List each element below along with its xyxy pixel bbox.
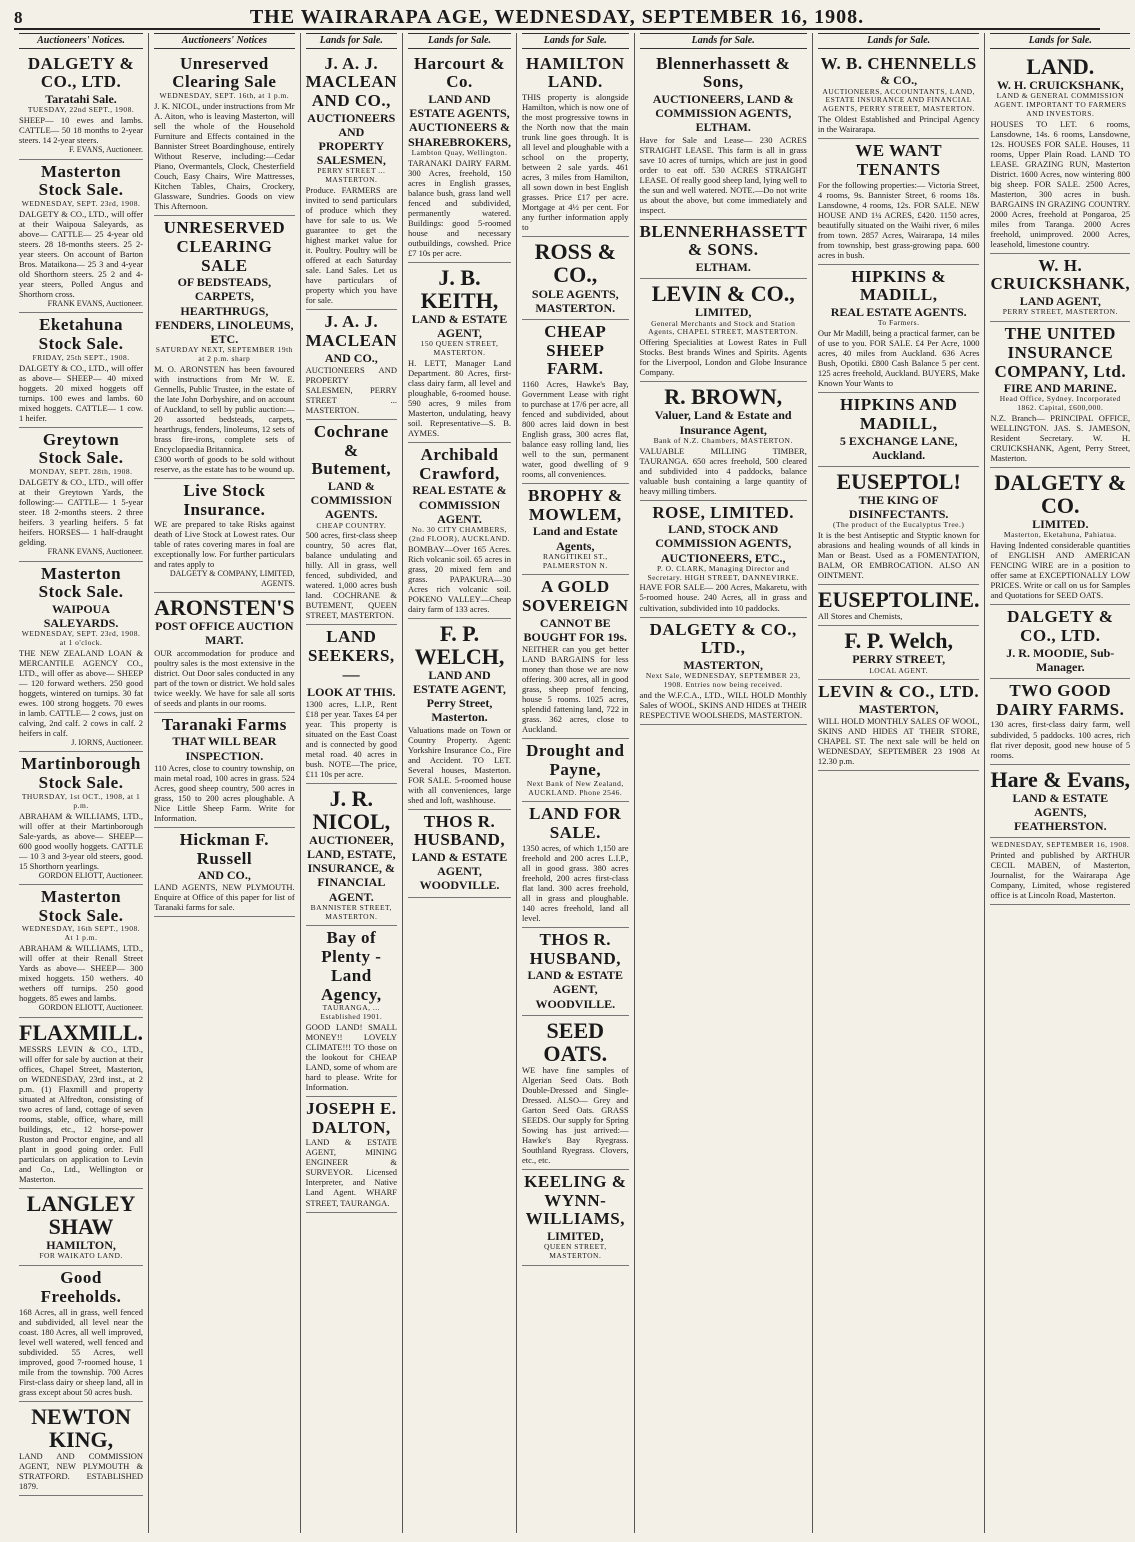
ad-subtitle: MASTERTON, [683,657,764,672]
ad-title: Taranaki Farms [161,714,287,734]
column-8 [985,33,1135,1533]
advertisement [19,52,143,160]
advertisement [640,382,807,500]
ad-title: W. B. CHENNELLS [820,53,977,73]
ad-title: DALGETY & CO., LTD., [649,619,797,658]
ad-body: WE have fine samples of Algerian Seed Oats. Both Double-Dressed and Single-Dressed. ALSO— Grey and Garton Seed Oats. GRASS SEEDS. Our supply for Spring Sowing has just arrived:— Hawke's Bay Ryegrass. Southland Ryegrass. Clovers, etc., etc. [522,1064,629,1166]
ad-lead: WEDNESDAY, SEPT. 16th, at 1 p.m. [159,91,290,101]
ad-subtitle: J. R. MOODIE, Sub-Manager. [1006,645,1115,674]
ad-body: 1300 acres, L.I.P., Rent £18 per year. Taxes £4 per year. This property is situated on the East Coast and is connected by good metal road. 40 acres in bush. NOTE—The price, £11 10s per acre. [305,698,397,779]
ad-lead: PERRY STREET, MASTERTON. [1002,307,1118,317]
ad-lead: WEDNESDAY, SEPTEMBER 16, 1908. [991,840,1130,850]
ad-lead: General Merchants and Stock and Station Agents, CHAPEL STREET, MASTERTON. [648,318,799,337]
advertisement [306,1097,397,1212]
ad-subtitle: LAND & COMMISSION AGENTS. [310,479,392,522]
advertisement [640,220,807,280]
ad-lead: LAND & GENERAL COMMISSION AGENT. IMPORTANT TO FARMERS AND INVESTORS. [993,91,1127,118]
ad-lead: LOCAL AGENT. [869,665,929,675]
advertisement [640,279,807,382]
advertisement [19,160,143,314]
ad-lead: AUCTIONEERS, ACCOUNTANTS, LAND, ESTATE INSURANCE AND FINANCIAL AGENTS, PERRY STREET, MASTERTON. [822,86,975,114]
ad-lead: BANNISTER STREET, MASTERTON. [310,902,392,921]
ad-subtitle: LAND AGENT, [1019,294,1101,309]
ad-signature: DALGETY & COMPANY, LIMITED, AGENTS. [169,569,295,588]
ad-lead: No. 30 CITY CHAMBERS, (2nd FLOOR), AUCKLAND. [409,524,510,543]
advertisement [522,484,629,575]
ad-title: W. H. CRUICKSHANK, [990,255,1131,294]
advertisement [522,320,629,484]
ad-title: Hare & Evans, [990,766,1131,792]
column-heading: Auctioneers' Notices [154,33,295,49]
ad-subtitle: AND CO., [324,350,378,365]
ad-signature: J. IORNS, Auctioneer. [71,738,144,748]
advertisement [990,322,1130,468]
ad-subtitle: AND CO., [197,868,251,883]
advertisement [19,1018,143,1189]
ad-body: Valuations made on Town or Country Property. Agent: Yorkshire Insurance Co., Fire and Accident. TO LET. Several houses, Masterton. FOR SALE. 5-roomed house with all conveniences, large shed and loft, washhouse. [407,724,512,805]
ad-body: TARANAKI DAIRY FARM. 300 Acres, freehold, 150 acres in English grasses, balance bush, grass land well fenced and subdivided, permanently watered. Buildings: good 5-roomed house and necessary outbuildings, cowshed. Price £7 10s per acre. [407,157,512,258]
ad-subtitle: W. H. CRUICKSHANK, [997,77,1124,92]
ad-body: BOMBAY—Over 165 Acres. Rich volcanic soil. 65 acres in grass, 20 mixed fern and grass. PAPAKURA—30 Acres rich volcanic soil. POKENO VALLEY—Cheap dairy farm of 133 acres. [407,543,512,614]
page-number: 8 [14,8,23,27]
ad-body: Printed and published by ARTHUR CECIL MABEN, of Masterton, Journalist, for the Wairarapa Age Company, Limited, whose registered office is at Lincoln Road, Masterton. [990,849,1131,901]
ad-body: WILL HOLD MONTHLY SALES OF WOOL, SKINS AND HIDES AT THEIR STORE, CHAPEL ST. The next sale will be held on WEDNESDAY, SEPTEMBER 23 1908 At 12.30 p.m. [817,716,980,767]
ad-subtitle: 5 EXCHANGE LANE, Auckland. [839,433,958,462]
ad-title: LEVIN & CO., LTD. [818,682,980,702]
ad-lead: Lambton Quay, Wellington. [411,147,508,157]
ad-body: All Stores and Chemists, [817,611,903,622]
ad-body: The Oldest Established and Principal Agency in the Wairarapa. [817,114,980,135]
ad-title: Masterton Stock Sale. [38,887,124,925]
ad-title: ROSE, LIMITED. [652,502,795,522]
ad-lead: Next Sale, WEDNESDAY, SEPTEMBER 23, 1908. Entries now being received. [645,671,801,689]
newspaper-title: THE WAIRARAPA AGE, WEDNESDAY, SEPTEMBER 16, 1908. [249,6,865,28]
ad-subtitle: AUCTIONEER, LAND, ESTATE, INSURANCE, & FINANCIAL AGENT. [307,833,396,904]
advertisement [19,313,143,427]
advertisement [19,1402,143,1496]
column-5 [517,33,635,1533]
ad-body: AUCTIONEERS AND PROPERTY SALESMEN, PERRY STREET ... MASTERTON. [305,364,397,415]
ad-body: ABRAHAM & WILLIAMS, LTD., will offer at their Renall Street Yards as above— SHEEP— 300 mixed hoggets. 150 wethers. 40 wethers off turnips. 250 good hoggets. 85 ewes and lambs. [19,943,144,1004]
ad-title: J. A. J. MACLEAN [305,312,397,351]
ad-title: UNRESERVED CLEARING SALE [163,218,286,275]
ad-body: Offering Specialities at Lowest Rates in Full Stocks. Best brands Wines and Spirits. Agents for the Liverpool, London and Globe Insurance Company. [639,337,807,378]
ad-subtitle: LAND & ESTATE AGENT, WOODVILLE. [527,968,624,1011]
ad-lead: Masterton, Eketahuna, Pahiatua. [1003,530,1117,540]
ad-lead: WEDNESDAY, SEPT. 23rd, 1908. [21,199,141,209]
ad-title: A GOLD SOVEREIGN [522,577,629,616]
advertisement [990,679,1130,764]
advertisement [818,393,980,467]
ad-title: TWO GOOD DAIRY FARMS. [996,681,1125,719]
ad-title: KEELING & WYNN-WILLIAMS, [524,1172,627,1229]
advertisement [19,1266,143,1402]
advertisement [154,479,295,593]
ad-title: NEWTON KING, [31,1403,131,1452]
ad-body: DALGETY & CO., LTD., will offer at their Greytown Yards, the following:— CATTLE— 1 5-year steer. 18 2-months steers. 2 three heifers. 3 yearling heifers. 5 fat heifers. HORSES— 1 half-draught gelding. [19,476,144,548]
ad-body: OUR accommodation for produce and poultry sales is the most extensive in the district. Out Door sales conducted in any part of the town or district. We hold sales twice weekly. We have for sale all sorts of seeds and plants in our rooms. [154,647,295,708]
column-heading: Lands for Sale. [306,33,397,49]
ad-body: 130 acres, first-class dairy farm, well subdivided, 5 paddocks. 100 acres, rich flat river deposit, good new house of 5 rooms. [990,719,1131,760]
column-1 [14,33,149,1533]
ad-title: Masterton Stock Sale. [38,161,124,200]
ad-lead: TUESDAY, 22nd SEPT., 1908. [27,105,135,115]
advertisement [990,52,1130,254]
ad-subtitle: THAT WILL BEAR INSPECTION. [172,734,277,763]
column-heading: Auctioneers' Notices. [19,33,143,49]
ad-body: HAVE FOR SALE— 200 Acres, Makaretu, with 5-roomed house. 240 Acres, all in grass and cultivation, subdivided into 10 paddocks. [639,582,807,613]
ad-subtitle: Taratahi Sale. [45,92,117,107]
ad-title: Unreserved Clearing Sale [172,53,277,92]
advertisement [990,254,1130,322]
advertisement [154,593,295,713]
column-heading: Lands for Sale. [408,33,511,49]
ad-subtitle: & CO., [880,73,918,88]
advertisement [408,810,511,898]
ad-title: BROPHY & MOWLEM, [528,486,623,524]
ad-title: Good Freeholds. [40,1268,122,1306]
ad-title: Cochrane & Butement, [311,421,392,479]
ad-title: SEED OATS. [543,1017,608,1066]
advertisement [522,928,629,1016]
advertisement [990,468,1130,605]
ad-lead: Bank of N.Z. Chambers, MASTERTON. [653,435,793,445]
ad-body: M. O. ARONSTEN has been favoured with instructions from Mr W. E. Gennells, Public Trustee, in the estate of the late John Dorbyshire, and on account of Auckland, to sell by public auction:— 20 assorted bedsteads, carpets, hearthrugs, fenders, linoleums, 12 sets of brass fire-irons, complete sets of Encyclopaedia Britannica. [154,363,295,454]
ad-title: ROSS & CO., [534,239,616,288]
ad-body: Having Indented considerable quantities of ENGLISH AND AMERICAN FENCING WIRE are in a position to offer same at EXCEPTIONALLY LOW PRICES. Write or call on us for Samples and Quotations for SEED OATS. [990,540,1131,601]
ad-subtitle: WAIPOUA SALEYARDS. [43,601,119,631]
ad-lead: Head Office, Sydney. Incorporated 1862. Capital, £600,000. [999,394,1121,413]
column-heading: Lands for Sale. [818,33,980,49]
advertisement [408,263,511,443]
advertisement [640,52,807,220]
ad-title: J. B. KEITH, [420,264,499,313]
ad-subtitle: LIMITED. [1032,517,1089,532]
masthead [14,6,1100,30]
ad-title: LAND. [1026,53,1095,79]
ad-title: Archibald Crawford, [419,445,500,483]
advertisement [990,838,1130,905]
ad-title: Eketahuna Stock Sale. [38,315,124,354]
column-6 [635,33,813,1533]
column-heading: Lands for Sale. [640,33,807,49]
ad-lead: (The product of the Eucalyptus Tree.) [832,520,965,530]
ad-title: LEVIN & CO., [651,281,795,307]
ad-title: LAND FOR SALE. [529,804,622,843]
ad-body: 500 acres, first-class sheep country, 50 acres flat, balance undulating and hilly. All in grass, well fenced, subdivided, and watered. 1,000 acres bush land. COCHRANE & BUTEMENT, QUEEN STREET, MASTERTON. [305,530,397,621]
advertisement [818,467,980,585]
advertisement [408,443,511,619]
ad-subtitle: LIMITED, [547,1229,604,1244]
ad-subtitle: MASTERTON, [858,702,939,717]
ad-title: Live Stock Insurance. [183,480,266,519]
ad-body: and the W.F.C.A., LTD., WILL HOLD Monthly Sales of WOOL, SKINS AND HIDES at THEIR RESPECTIVE WOOLSHEDS, MASTERTON. [639,689,807,720]
ad-lead: PERRY STREET ... MASTERTON. [317,166,386,185]
ad-title: Greytown Stock Sale. [38,429,124,468]
ad-subtitle: LAND & ESTATE AGENT, [411,311,508,341]
ad-lead: Next Bank of New Zealand, AUCKLAND. Phone 2546. [526,778,624,797]
ad-title: DALGETY & CO., LTD. [1007,607,1114,646]
advertisement [640,501,807,618]
ad-lead: SATURDAY NEXT, SEPTEMBER 19th at 2 p.m. sharp [155,345,293,363]
advertisement [154,828,295,918]
ad-title: J. R. NICOL, [312,785,391,834]
advertisement [19,562,143,753]
ad-title: Drought and Payne, [526,741,625,779]
advertisement [818,265,980,393]
advertisement [522,739,629,802]
advertisement [818,680,980,771]
ad-subtitle: Valuer, Land & Estate and Insurance Agent, [654,408,792,437]
advertisement [154,216,295,479]
ad-body: H. LETT, Manager Land Department. 80 Acres, first-class dairy farm, all level and ploughable, 6-roomed house. 590 acres, 9 miles from Masterton, undulating, heavy soil. Representative—S. B. AYMES. [407,357,512,439]
ad-body: GOOD LAND! SMALL MONEY!! LOVELY CLIMATE!!! TO those on the lookout for CHEAP LAND, some of whom are hard to please. Write for Information. [305,1021,397,1093]
ad-title: EUSEPTOL! [836,468,961,494]
ad-title: R. BROWN, [664,384,783,410]
ad-lead: P. O. CLARK, Managing Director and Secretary. HIGH STREET, DANNEVIRKE. [647,563,799,582]
ad-title: Harcourt & Co. [413,53,506,92]
ad-body: THIS property is alongside Hamilton, which is now one of the most progressive towns in the North now that the main trunk line goes through. It is all level and ploughable with a school on the property, between 2 sale yards. 461 acres, 3 miles from Hamilton, all sown down in best English grasses. Price £17 per acre. Mortgage at 4½ per cent. For any further information apply to [522,92,629,233]
ad-lead: TAURANGA, ... Established 1901. [320,1003,383,1022]
ad-title: THOS R. HUSBAND, [413,811,506,850]
advertisement [522,1016,629,1170]
column-3 [301,33,403,1533]
ad-body: It is the best Antiseptic and Styptic known for abrasions and healing wounds of all kinds in Man or Beast. Used as a FOMENTATION, BALM, OR EMBROCATION. ALSO AN OINTMENT. [817,530,980,581]
advertisement [154,713,295,828]
advertisement [522,52,629,238]
ad-subtitle: LAND AND ESTATE AGENT, Perry Street, Masterton. [413,667,506,725]
column-7 [813,33,986,1533]
ad-signature: F. EVANS, Auctioneer. [68,145,144,155]
ad-body: NEITHER can you get better LAND BARGAINS for less money than those we are now offering. 300 acres, all in good grass, sheep proof fencing, house 5 rooms. 1025 acres, splendid fattening land, 722 in grass. 362 acres, close to Auckland. [522,644,629,735]
ad-lead: WEDNESDAY, SEPT. 23rd, 1908. at 1 o'clock. [21,629,141,648]
ad-body: For the following properties:— Victoria Street, 4 rooms, 9s. Bannister Street, 6 rooms 18s. Lansdowne, 4 rooms, 12s. FOR SALE. NEW HOUSE AND 1¼ ACRES, £420. 1150 acres, beautifully situated on the Waihi river, 6 miles from town. 2857 Acres, Wairarapa, 14 miles from township, best grass-growing papa. 600 acres in bush. [817,179,980,260]
ad-title: ARONSTEN'S [154,595,295,621]
ad-subtitle: THE KING OF DISINFECTANTS. [848,492,949,522]
ad-body: LAND AGENTS, NEW PLYMOUTH. Enquire at Office of this paper for list of Taranaki farms for sale. [154,882,295,913]
ad-title: HAMILTON LAND. [526,53,625,92]
ad-title: JOSEPH E. DALTON, [306,1099,397,1137]
ad-lead: RANGITIKEI ST., PALMERSTON N. [542,551,608,570]
ad-signature: GORDON ELIOTT, Auctioneer. [38,870,144,880]
column-heading: Lands for Sale. [990,33,1130,49]
ad-title: FLAXMILL. [19,1019,144,1045]
ad-subtitle: AUCTIONEERS AND PROPERTY SALESMEN, [307,110,396,168]
advertisement [990,765,1130,839]
ad-title: Masterton Stock Sale. [38,563,124,602]
ad-lead: WEDNESDAY, 16th SEPT., 1908. At 1 p.m. [21,924,141,943]
ad-title: J. A. J. MACLEAN AND CO., [305,53,397,111]
advertisement [640,618,807,725]
ad-body: 110 Acres, close to country township, on main metal road, 100 acres in grass. 524 Acres, good sheep country, 500 acres in grass, 150 to 200 acres ploughable. A Nice Little Sheep Farm. Write for Information. [154,762,295,823]
ad-body: 1350 acres, of which 1,150 are freehold and 200 acres L.I.P., all in good grass. 380 acres freehold, 200 acres first-class flat land. 300 acres freehold, all in grass and ploughable. 140 acres freehold, land all level. [522,842,629,923]
ad-lead: To Farmers. [877,318,920,328]
ad-title: HIPKINS & MADILL, [851,266,947,305]
advertisement [19,1189,143,1266]
ad-body: 1160 Acres, Hawke's Bay, Government Lease with right to purchase at 17/6 per acre, all fenced and subdivided, about 800 acres laid down in best English grass, 300 acres flat, balance easy rolling land, lies well to the sun, permanent water, good dwelling of 9 rooms, all conveniences. [522,378,629,480]
ad-body: Produce. FARMERS are invited to send particulars of produce which they have for sale to us. We guarantee to get the highest market value for it. Poultry. Poultry will be offered at each Saturday sale. Land Sales. Let us have particulars of property which you have for sale. [305,185,397,306]
advertisement [818,139,980,265]
column-2 [149,33,301,1533]
ad-body: Have for Sale and Lease— 230 ACRES STRAIGHT LEASE. This farm is all in grass save 10 acres of turnips, which are just in good order to eat off. 530 ACRES STRAIGHT LEASE. Of really good sheep land, lying well to the sun and well watered. NOTE.—Do not write us about the above, but come immediately and inspect. [639,134,807,215]
advertisement [522,237,629,320]
columns [14,33,1131,1533]
advertisement [818,585,980,626]
advertisement [19,885,143,1018]
ad-body: LAND AND COMMISSION AGENT, NEW PLYMOUTH & STRATFORD. ESTABLISHED 1879. [19,1450,144,1491]
ad-body: MESSRS LEVIN & CO., LTD., will offer for sale by auction at their offices, Chapel Street, Masterton, on WEDNESDAY, 23rd inst., at 2 p.m. (1) Flaxmill and property situated at Alfredton, consisting of two acres of land, cottage of seven rooms, stable, office, whare, mill buildings, etc., 12 horse-power Ruston and Proctor engine, and all plant in good going order. Full particulars on application to Levin and Co., Ltd., Wellington or Masterton. [19,1043,144,1184]
ad-subtitle: SOLE AGENTS, MASTERTON. [531,286,619,315]
ad-subtitle: ELTHAM. [695,260,751,275]
advertisement [522,802,629,928]
ad-extra: £300 worth of goods to be sold without reserve, as the estate has to be wound up. [154,453,295,474]
ad-title: Martinborough Stock Sale. [21,754,141,793]
ad-title: HIPKINS AND MADILL, [839,395,958,433]
ad-body: DALGETY & CO., LTD., will offer at their Waipoua Saleyards, as above— CATTLE— 25 4-year old steers. 28 18-months steers. 25 2-year steers. On account of Barton Bros. Mataikona— 25 3 and 4-year old Shorthorn steers. 25 2 and 4-year steers, Polled Angus and Shorthorn cross. [19,208,144,299]
ad-lead: THURSDAY, 1st OCT., 1908, at 1 p.m. [21,791,141,810]
advertisement [306,926,397,1097]
ad-subtitle: LAND & ESTATE AGENT, WOODVILLE. [411,850,508,893]
ad-subtitle: LAND & ESTATE AGENTS, FEATHERSTON. [1012,790,1109,833]
ad-lead: 150 QUEEN STREET, MASTERTON. [420,339,499,358]
ad-subtitle: AUCTIONEERS, LAND & COMMISSION AGENTS, ELTHAM. [652,92,794,135]
advertisement [306,52,397,311]
ad-title: DALGETY & CO. [994,470,1127,519]
ad-title: Bay of Plenty - Land Agency, [321,928,382,1004]
ad-body: DALGETY & CO., LTD., will offer as above— SHEEP— 40 mixed hoggets. 20 mixed hoggets off turnips. 100 ewes and lambs. 60 mixed hoggets. CATTLE— 1 cow. 1 heifer. [19,362,144,423]
ad-subtitle: Land and Estate Agents, [532,524,618,553]
advertisement [818,52,980,139]
advertisement [990,605,1130,679]
ad-subtitle: LAND AND ESTATE AGENTS, AUCTIONEERS & SHAREBROKERS, [407,92,512,149]
ad-title: BLENNERHASSETT & SONS. [639,221,808,260]
ad-title: F. P. WELCH, [414,620,505,669]
ad-body: LAND & ESTATE AGENT, MINING ENGINEER & SURVEYOR. Licensed Interpreter, and Native Land Agent. WHARF STREET, TAURANGA. [305,1137,397,1208]
ad-subtitle: REAL ESTATE & COMMISSION AGENT. [412,483,507,526]
ad-body: 168 Acres, all in grass, well fenced and subdivided, all level near the coast. 180 Acres, all well improved, level well watered, well fenced and subdivided. 55 Acres, well improved, good 7-roomed house, 1 mile from the township. 700 Acres First-class dairy or sheep land, all in grass except about 50 acres bush. [19,1306,144,1397]
advertisement [19,752,143,885]
ad-title: LAND SEEKERS,— [307,627,395,684]
ad-signature: FRANK EVANS, Auctioneer. [47,547,144,557]
ad-title: F. P. Welch, [844,628,953,654]
ad-title: THOS R. HUSBAND, [529,929,621,968]
ad-body: HOUSES TO LET. 6 rooms, Lansdowne, 14s. 6 rooms, Lansdowne, 12s. HOUSES FOR SALE. Houses, 11 rooms, Upper Plain Road. LAND TO LEASE. GRAZING RUN, Masterton District. 1600 Acres, now wintering 800 big sheep. FOR SALE. 2500 Acres, Masterton, 300 acres in bush. BARGAINS IN GRAZING COUNTRY. 2000 Acres, freehold at Pongaroa, 25 miles from Taranga. 2000 Acres freehold, unimproved. 2000 Acres, leasehold, limestone country. [990,118,1131,249]
advertisement [306,784,397,927]
ad-subtitle: FIRE AND MARINE. [1003,381,1117,396]
ad-lead: FOR WAIKATO LAND. [39,1251,123,1261]
ad-subtitle: OF BEDSTEADS, CARPETS, HEARTHRUGS, FENDERS, LINOLEUMS, ETC. [155,275,294,346]
ad-title: EUSEPTOLINE. [817,587,980,613]
ad-body: SHEEP— 10 ewes and lambs. CATTLE— 50 18 months to 2-year steers. 14 2-year steers. [19,115,144,146]
ad-title: CHEAP SHEEP FARM. [544,321,607,379]
ad-title: WE WANT TENANTS [855,141,943,179]
ad-subtitle: CANNOT BE BOUGHT FOR 19s. [523,615,628,645]
advertisement [818,626,980,680]
ad-title: Blennerhassett & Sons, [656,53,791,92]
ad-title: DALGETY & CO., LTD. [27,53,135,92]
advertisement [154,52,295,216]
advertisement [306,625,397,783]
ad-body: THE NEW ZEALAND LOAN & MERCANTILE AGENCY CO., LTD., will offer as above— SHEEP— 120 forward wethers. 250 good hoggets, wintered on turnips. 30 fat ewes. 100 strong hoggets. 70 ewes in lamb. CATTLE— 2 cows, just on calving, 2nd calf. 2 cows in calf. 2 heifers in calf. [19,647,144,739]
advertisement [408,619,511,810]
ad-lead: FRIDAY, 25th SEPT., 1908. [32,352,130,362]
ad-subtitle: PERRY STREET, [852,652,946,667]
ad-title: LANGLEY SHAW [26,1190,136,1240]
ad-body: J. K. NICOL, under instructions from Mr A. Aiton, who is leaving Masterton, will sell the whole of the Household Furniture and Effects contained in the Bannister Street Boardinghouse, entirely Without Reserve, including:—Cedar Piano, Overmantels, Clock, Chesterfield Couch, Easy Chairs, Wire Mattresses, Kitchen Tables, Chairs, Crockery, Glassware, Sundries. Goods on view This Afternoon. [154,101,295,212]
advertisement [306,310,397,420]
ad-subtitle: HAMILTON, [46,1238,116,1253]
ad-body: VALUABLE MILLING TIMBER, TAURANGA. 650 acres freehold, 500 cleared and subdivided into 4 paddocks, balance valuable bush containing a large quantity of heavy milling timbers. [639,445,807,496]
ad-title: THE UNITED INSURANCE COMPANY, Ltd. [994,324,1127,381]
ad-body: Our Mr Madill, being a practical farmer, can be of use to you. FOR SALE. £4 Per Acre, 1000 acres, 40 miles from Auckland. 636 Acres Bush, Opotiki. £800 Cash Balance 5 per cent. 125 acres freehold, Auckland. BUYERS, Make Known Your Wants to [817,328,980,389]
ad-body: N.Z. Branch— PRINCIPAL OFFICE, WELLINGTON. JAS. S. JAMESON, Resident Secretary. W. H. CRUICKSHANK, Agent, Perry Street, Masterton. [990,413,1131,464]
ad-body: ABRAHAM & WILLIAMS, LTD., will offer at their Martinborough Sale-yards, as above— SHEEP— 600 good woolly hoggets. CATTLE— 10 3 and 3-year old steers, good. 15 Shorthorn yearlings. [19,810,144,871]
ad-subtitle: LIMITED, [695,305,752,320]
ad-title: Hickman F. Russell [179,829,270,868]
ad-subtitle: LOOK AT THIS. [307,684,396,699]
column-4 [403,33,517,1533]
advertisement [522,575,629,739]
advertisement [522,1170,629,1266]
ad-subtitle: REAL ESTATE AGENTS. [830,305,967,320]
ad-subtitle: POST OFFICE AUCTION MART. [155,619,294,648]
ad-body: WE are prepared to take Risks against death of Live Stock at Lowest rates. Our table of rates covering mares in foal are exceptionally low. For further particulars and rates apply to [154,519,295,570]
ad-signature: FRANK EVANS, Auctioneer. [47,299,144,309]
ad-lead: QUEEN STREET, MASTERTON. [543,1242,607,1261]
ad-lead: CHEAP COUNTRY. [316,520,387,530]
advertisement [19,428,143,562]
advertisement [408,52,511,263]
column-heading: Lands for Sale. [522,33,629,49]
ad-subtitle: LAND, STOCK AND COMMISSION AGENTS, AUCTIONEERS, ETC., [655,522,792,565]
advertisement [306,420,397,626]
ad-signature: GORDON ELIOTT, Auctioneer. [38,1003,144,1013]
ad-lead: MONDAY, SEPT. 28th, 1908. [29,467,133,477]
